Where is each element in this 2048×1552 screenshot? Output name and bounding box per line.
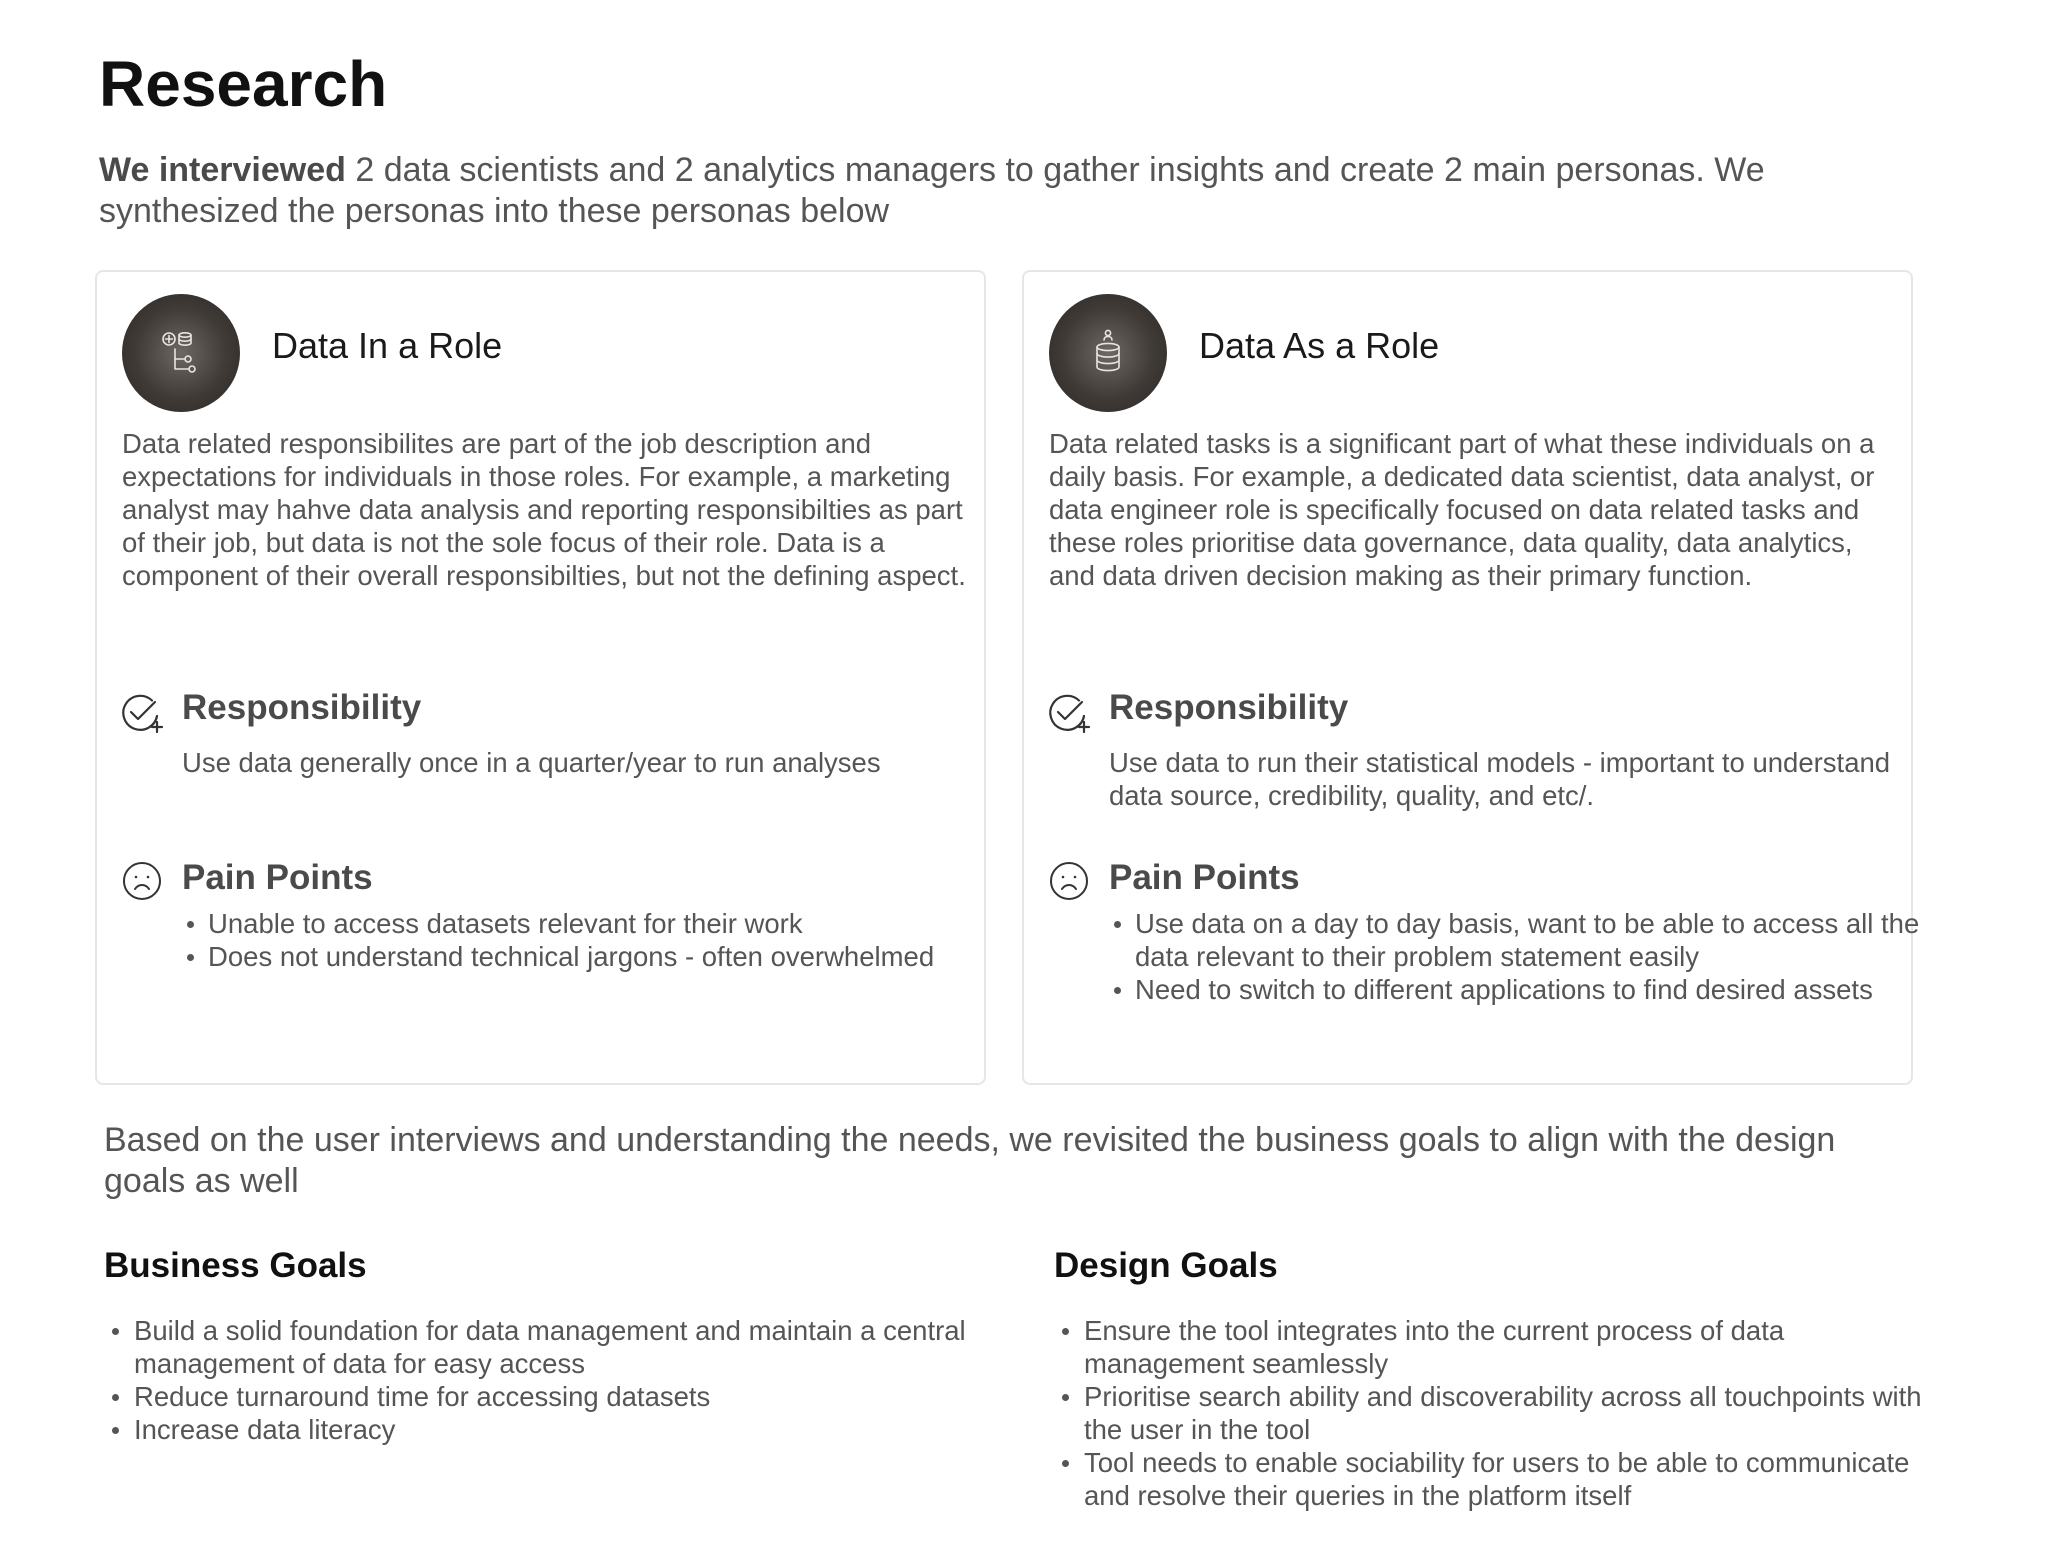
- persona-description: Data related responsibilites are part of the job description and expectations for individuals in those roles. For example, a marketing analyst may hahve data analysis and reporting responsibilties as part of their job, but data is not the sole focus of their role. Data is a component of their overall responsibilties, but not the defining aspect.: [122, 428, 966, 591]
- persona-avatar: [1049, 294, 1167, 412]
- list-item: Use data on a day to day basis, want to be able to access all the data relevant to their problem statement easily: [1135, 907, 1925, 973]
- responsibility-heading: Responsibility: [1109, 688, 1349, 727]
- sad-face-icon: [1048, 860, 1090, 902]
- database-user-icon: [1078, 323, 1138, 383]
- list-item: Build a solid foundation for data management and maintain a central management of data for easy access: [134, 1314, 994, 1380]
- data-flow-icon: [151, 323, 211, 383]
- list-item: Unable to access datasets relevant for their work: [208, 907, 998, 940]
- summary-paragraph: Based on the user interviews and understanding the needs, we revisited the business goals to align with the design goals as well: [104, 1121, 1836, 1200]
- pain-points-list: [1109, 907, 1925, 1006]
- page-title: Research: [99, 48, 388, 120]
- list-item: Tool needs to enable sociability for users to be able to communicate and resolve their queries in the platform itself: [1084, 1446, 1934, 1512]
- intro-paragraph: [99, 150, 1939, 232]
- pain-points-list: [182, 907, 998, 973]
- intro-bold-text: We interviewed: [99, 151, 346, 189]
- persona-title: Data As a Role: [1199, 325, 1440, 366]
- pain-points-heading: Pain Points: [182, 858, 373, 897]
- pain-points-heading: Pain Points: [1109, 858, 1300, 897]
- responsibility-text: Use data to run their statistical models - important to understand data source, credibility, quality, and etc/.: [1109, 747, 1891, 811]
- design-goals-heading: Design Goals: [1054, 1246, 1278, 1285]
- persona-avatar: [122, 294, 240, 412]
- persona-description: Data related tasks is a significant part of what these individuals on a daily basis. For example, a dedicated data scientist, data analyst, or data engineer role is specifically focused on data related tasks and these roles prioritise data governance, data quality, data analytics, and data driven decision making as their primary function.: [1049, 428, 1875, 591]
- persona-card-data-in-a-role: [95, 270, 986, 1085]
- list-item: Increase data literacy: [134, 1413, 994, 1446]
- intro-text: 2 data scientists and 2 analytics managers to gather insights and create 2 main personas. We synthesized the personas into these personas below: [99, 151, 1765, 230]
- persona-title: Data In a Role: [272, 325, 503, 366]
- sad-face-icon: [121, 860, 163, 902]
- design-goals-list: [1054, 1314, 1934, 1512]
- business-goals-list: [104, 1314, 994, 1446]
- business-goals-heading: Business Goals: [104, 1246, 367, 1285]
- responsibility-heading: Responsibility: [182, 688, 422, 727]
- list-item: Does not understand technical jargons - often overwhelmed: [208, 940, 998, 973]
- list-item: Reduce turnaround time for accessing datasets: [134, 1380, 994, 1413]
- persona-card-data-as-a-role: [1022, 270, 1920, 1085]
- list-item: Ensure the tool integrates into the current process of data management seamlessly: [1084, 1314, 1934, 1380]
- list-item: Prioritise search ability and discoverability across all touchpoints with the user in the tool: [1084, 1380, 1934, 1446]
- responsibility-text: Use data generally once in a quarter/year to run analyses: [182, 747, 881, 778]
- check-plus-icon: [1046, 690, 1092, 736]
- list-item: Need to switch to different applications to find desired assets: [1135, 973, 1925, 1006]
- check-plus-icon: [119, 690, 165, 736]
